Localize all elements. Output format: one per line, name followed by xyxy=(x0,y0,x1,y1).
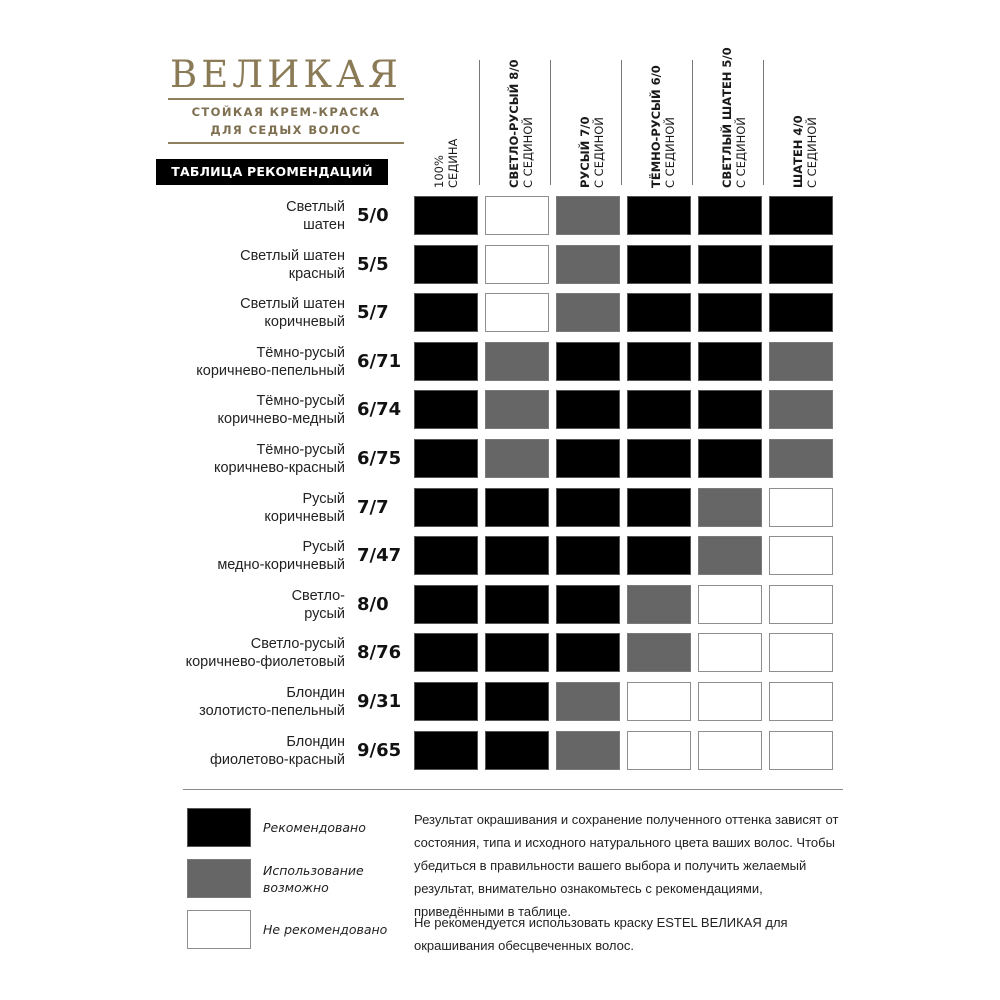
grid-cell-pos xyxy=(485,439,549,478)
row-shade-code: 6/75 xyxy=(357,448,402,469)
grid-cell-rec xyxy=(556,633,620,672)
row-shade-name xyxy=(140,733,345,769)
grid-cell-rec xyxy=(556,585,620,624)
row-shade-name-line: Тёмно-русый xyxy=(256,442,345,458)
row-shade-name xyxy=(140,587,345,623)
grid-cell-rec xyxy=(698,342,762,381)
legend-label xyxy=(263,921,387,938)
grid-cell-rec xyxy=(769,293,833,332)
row-shade-code: 6/71 xyxy=(357,350,402,372)
grid-cell-not xyxy=(769,488,833,527)
legend-divider xyxy=(183,789,843,790)
row-shade-name-line: Русый xyxy=(302,539,345,556)
row-shade-name xyxy=(140,441,345,477)
brand-divider-bottom xyxy=(168,142,404,144)
grid-cell-rec xyxy=(627,342,691,381)
row-shade-code: 9/65 xyxy=(357,739,402,761)
grid-cell-rec xyxy=(769,196,833,235)
grid-cell-pos xyxy=(769,342,833,381)
grid-cell-rec xyxy=(414,439,478,478)
row-shade-name xyxy=(140,490,345,526)
grid-cell-pos xyxy=(556,293,620,332)
grid-cell-rec xyxy=(414,196,478,235)
row-shade-name xyxy=(140,295,345,331)
row-shade-name-line: Светлый шатен xyxy=(240,247,345,264)
row-shade-name xyxy=(140,684,345,720)
column-header-text xyxy=(507,60,535,189)
grid-cell-not xyxy=(485,196,549,235)
grid-cell-not xyxy=(698,731,762,770)
column-header-percent: 100% xyxy=(432,155,446,188)
grid-cell-rec xyxy=(769,245,833,284)
grid-cell-rec xyxy=(698,293,762,332)
row-shade-name-line: коричневый xyxy=(264,508,345,525)
row-shade-name-line: Светлый шатен xyxy=(240,296,345,313)
column-header-shade: ТЁМНО-РУСЫЙ 6/0 xyxy=(649,65,663,188)
legend-swatch-not xyxy=(187,910,251,949)
grid-cell-not xyxy=(769,585,833,624)
grid-cell-pos xyxy=(698,488,762,527)
row-shade-name-line: коричнево-фиолетовый xyxy=(185,654,345,671)
grid-cell-pos xyxy=(556,245,620,284)
row-shade-name-line: фиолетово-красный xyxy=(209,751,345,768)
row-shade-name-line: русый xyxy=(304,605,345,622)
column-header-text xyxy=(791,115,819,188)
grid-cell-rec xyxy=(627,293,691,332)
column-separator xyxy=(692,60,693,185)
grid-cell-pos xyxy=(485,390,549,429)
grid-cell-rec xyxy=(485,731,549,770)
column-header-qualifier: С СЕДИНОЙ xyxy=(663,117,677,188)
row-shade-code: 8/76 xyxy=(357,642,402,664)
grid-cell-not xyxy=(627,682,691,721)
row-shade-name xyxy=(140,198,345,234)
column-header-text xyxy=(432,139,460,188)
grid-cell-not xyxy=(698,585,762,624)
row-shade-code: 7/47 xyxy=(357,545,402,567)
grid-cell-rec xyxy=(414,293,478,332)
row-shade-name xyxy=(140,247,345,283)
legend-label xyxy=(263,862,364,896)
grid-cell-rec xyxy=(414,342,478,381)
legend-swatch-rec xyxy=(187,808,251,847)
row-shade-name-line: шатен xyxy=(303,217,345,233)
row-shade-name-line: Русый xyxy=(302,490,345,507)
grid-cell-rec xyxy=(414,731,478,770)
grid-cell-rec xyxy=(485,633,549,672)
grid-cell-rec xyxy=(698,196,762,235)
row-shade-name-line: коричнево-пепельный xyxy=(196,362,345,379)
column-header-qualifier: С СЕДИНОЙ xyxy=(592,117,606,188)
legend-label-line: Использование xyxy=(263,863,364,878)
row-shade-name xyxy=(140,635,345,671)
column-header-shade: СВЕТЛЫЙ ШАТЕН 5/0 xyxy=(720,47,734,188)
grid-cell-not xyxy=(769,682,833,721)
column-header-text xyxy=(649,65,677,188)
column-header-qualifier: С СЕДИНОЙ xyxy=(521,117,535,188)
grid-cell-rec xyxy=(485,488,549,527)
legend-label-line: Рекомендовано xyxy=(263,820,366,835)
table-title-banner: ТАБЛИЦА РЕКОМЕНДАЦИЙ xyxy=(156,159,388,185)
row-shade-name-line: коричнево-красный xyxy=(213,460,345,476)
grid-cell-rec xyxy=(414,536,478,575)
row-shade-name-line: золотисто-пепельный xyxy=(199,703,345,719)
grid-cell-not xyxy=(627,731,691,770)
column-header-shade: СВЕТЛО-РУСЫЙ 8/0 xyxy=(507,59,521,188)
row-shade-name-line: Светло- xyxy=(291,587,345,604)
grid-cell-rec xyxy=(414,633,478,672)
grid-cell-rec xyxy=(698,245,762,284)
grid-cell-rec xyxy=(627,196,691,235)
grid-cell-not xyxy=(769,536,833,575)
row-shade-name-line: красный xyxy=(288,265,345,282)
grid-cell-rec xyxy=(485,682,549,721)
brand-block xyxy=(166,52,406,144)
column-header-qualifier: С СЕДИНОЙ xyxy=(805,117,819,188)
grid-cell-pos xyxy=(556,682,620,721)
row-shade-name-line: Тёмно-русый xyxy=(256,393,345,410)
grid-cell-rec xyxy=(485,585,549,624)
grid-cell-not xyxy=(769,731,833,770)
column-separator xyxy=(550,60,551,185)
grid-cell-rec xyxy=(627,488,691,527)
grid-cell-rec xyxy=(556,439,620,478)
grid-cell-not xyxy=(485,245,549,284)
row-shade-name-line: Тёмно-русый xyxy=(256,344,345,361)
column-header xyxy=(649,60,689,188)
grid-cell-pos xyxy=(627,633,691,672)
row-shade-code: 5/0 xyxy=(357,205,389,226)
column-separator xyxy=(621,60,622,185)
brand-subtitle xyxy=(166,100,406,142)
grid-cell-rec xyxy=(627,536,691,575)
grid-cell-rec xyxy=(414,245,478,284)
legend-swatch-pos xyxy=(187,859,251,898)
column-header xyxy=(791,60,831,188)
row-shade-name xyxy=(140,392,345,428)
column-header xyxy=(507,60,547,188)
grid-cell-rec xyxy=(627,439,691,478)
row-shade-name xyxy=(140,344,345,380)
grid-cell-rec xyxy=(414,488,478,527)
row-shade-name-line: медно-коричневый xyxy=(217,557,345,574)
grid-cell-rec xyxy=(414,682,478,721)
row-shade-name-line: Светлый xyxy=(286,199,345,215)
grid-cell-pos xyxy=(769,390,833,429)
column-header-text xyxy=(720,47,748,188)
notes-paragraph-1: Результат окрашивания и сохранение полученного оттенка зависят от состояния, типа и исходного натурального цвета ваших волос. Чтобы убедиться в правильности вашего выбора и получить желаемый результат, внимательно ознакомьтесь с рекомендациями, приведёнными в таблице. xyxy=(414,812,839,919)
grid-cell-pos xyxy=(556,196,620,235)
grid-cell-not xyxy=(698,633,762,672)
legend-label-line: Не рекомендовано xyxy=(263,922,388,937)
grid-cell-rec xyxy=(698,390,762,429)
row-shade-name xyxy=(140,538,345,574)
column-header-qualifier: С СЕДИНОЙ xyxy=(734,117,748,188)
grid-cell-rec xyxy=(627,390,691,429)
column-header xyxy=(432,60,472,188)
grid-cell-pos xyxy=(485,342,549,381)
grid-cell-not xyxy=(485,293,549,332)
row-shade-code: 5/5 xyxy=(357,253,389,275)
row-shade-code: 8/0 xyxy=(357,593,389,615)
grid-cell-rec xyxy=(698,439,762,478)
row-shade-code: 5/7 xyxy=(357,302,389,324)
grid-cell-pos xyxy=(627,585,691,624)
column-separator xyxy=(763,60,764,185)
grid-cell-pos xyxy=(556,731,620,770)
grid-cell-pos xyxy=(769,439,833,478)
brand-subtitle-line1: СТОЙКАЯ КРЕМ-КРАСКА xyxy=(191,105,381,119)
column-header-shade: РУСЫЙ 7/0 xyxy=(578,116,592,188)
grid-cell-rec xyxy=(556,390,620,429)
grid-cell-rec xyxy=(414,390,478,429)
grid-cell-pos xyxy=(698,536,762,575)
grid-cell-rec xyxy=(556,488,620,527)
row-shade-code: 7/7 xyxy=(357,496,389,518)
column-header xyxy=(720,47,760,188)
notes-paragraph-2: Не рекомендуется использовать краску ESTEL ВЕЛИКАЯ для окрашивания обесцвеченных волос. xyxy=(414,915,788,953)
grid-cell-rec xyxy=(627,245,691,284)
row-shade-name-line: коричнево-медный xyxy=(217,411,345,428)
column-header-text xyxy=(578,117,606,188)
row-shade-code: 9/31 xyxy=(357,691,402,712)
grid-cell-rec xyxy=(556,342,620,381)
legend-label xyxy=(263,819,366,836)
column-separator xyxy=(479,60,480,185)
row-shade-name-line: Блондин xyxy=(286,733,345,750)
brand-title: ВЕЛИКАЯ xyxy=(170,53,402,96)
column-header-shade: ШАТЕН 4/0 xyxy=(791,115,805,188)
row-shade-name-line: Светло-русый xyxy=(250,636,345,653)
row-shade-name-line: Блондин xyxy=(286,685,345,701)
grid-cell-rec xyxy=(414,585,478,624)
grid-cell-not xyxy=(698,682,762,721)
grid-cell-not xyxy=(769,633,833,672)
row-shade-name-line: коричневый xyxy=(264,314,345,331)
grid-cell-rec xyxy=(556,536,620,575)
brand-subtitle-line2: ДЛЯ СЕДЫХ ВОЛОС xyxy=(210,123,362,137)
column-header xyxy=(578,60,618,188)
column-header-qualifier: СЕДИНА xyxy=(446,138,460,188)
legend-label-line: возможно xyxy=(263,880,329,895)
row-shade-code: 6/74 xyxy=(357,399,402,421)
grid-cell-rec xyxy=(485,536,549,575)
